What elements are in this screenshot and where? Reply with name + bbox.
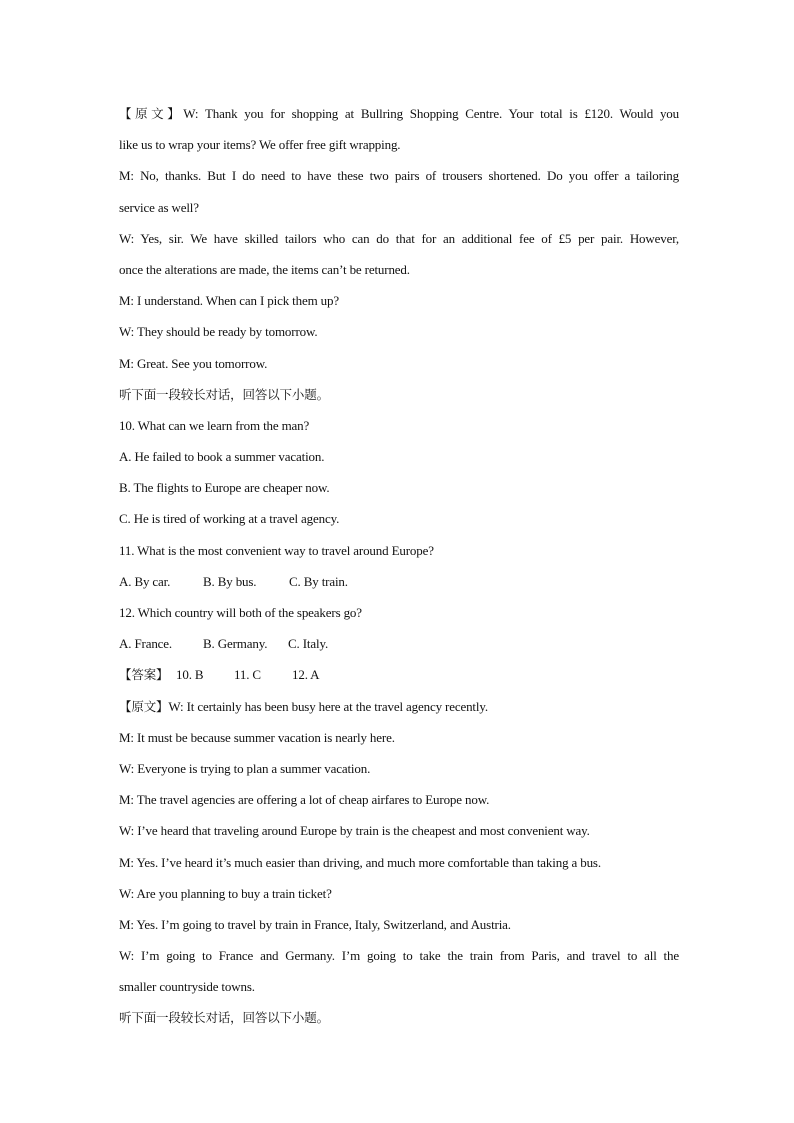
section-instruction: 听下面一段较长对话，回答以下小题。 xyxy=(119,1010,329,1026)
transcript-line: once the alterations are made, the items can’t be returned. xyxy=(119,261,410,277)
section-instruction: 听下面一段较长对话，回答以下小题。 xyxy=(119,386,329,402)
question-stem: 12. Which country will both of the speakers go? xyxy=(119,605,362,620)
transcript-line: W: Are you planning to buy a train ticket? xyxy=(119,885,332,901)
transcript-line: W: I’ve heard that traveling around Europe by train is the cheapest and most convenient way. xyxy=(119,823,590,839)
transcript-line: W: I’m going to France and Germany. I’m going to take the train from Paris, and travel to all the xyxy=(119,948,679,964)
question-option: A. By car. xyxy=(119,573,171,589)
question-options-row xyxy=(119,628,679,659)
transcript-line: M: Yes. I’ve heard it’s much easier than driving, and much more comfortable than taking a bus. xyxy=(119,854,601,870)
transcript-label: 【原文】 xyxy=(119,698,169,714)
transcript-label: 【原文】 xyxy=(119,106,184,121)
question-options-row xyxy=(119,566,679,597)
transcript-line: W: Everyone is trying to plan a summer vacation. xyxy=(119,760,371,776)
transcript-line: M: I understand. When can I pick them up? xyxy=(119,293,339,309)
question-stem: 10. What can we learn from the man? xyxy=(119,417,310,433)
question-option: A. He failed to book a summer vacation. xyxy=(119,449,325,465)
transcript-line: like us to wrap your items? We offer free gift wrapping. xyxy=(119,137,401,153)
transcript-line: M: No, thanks. But I do need to have these two pairs of trousers shortened. Do you offer a tailoring xyxy=(119,168,679,184)
document-body xyxy=(119,98,679,1034)
answer-label: 【答案】 xyxy=(119,667,169,683)
transcript-line: 【原文】W: It certainly has been busy here at the travel agency recently. xyxy=(119,698,488,714)
transcript-line: M: Great. See you tomorrow. xyxy=(119,355,268,371)
transcript-line: M: The travel agencies are offering a lot of cheap airfares to Europe now. xyxy=(119,792,490,808)
transcript-line: M: It must be because summer vacation is nearly here. xyxy=(119,729,395,745)
transcript-line: 【原文】W: Thank you for shopping at Bullring Shopping Centre. Your total is £120. Would you xyxy=(119,106,679,121)
answer-row xyxy=(119,659,679,690)
transcript-line: smaller countryside towns. xyxy=(119,979,255,995)
transcript-line: W: They should be ready by tomorrow. xyxy=(119,324,318,340)
transcript-line: M: Yes. I’m going to travel by train in France, Italy, Switzerland, and Austria. xyxy=(119,916,511,932)
transcript-line: W: Yes, sir. We have skilled tailors who can do that for an additional fee of £5 per pair. However, xyxy=(119,230,679,246)
answer-value: 11. C xyxy=(234,667,261,683)
question-option: A. France. xyxy=(119,636,173,652)
answer-value: 10. B xyxy=(176,667,204,683)
answer-value: 12. A xyxy=(292,667,320,683)
question-option: B. The flights to Europe are cheaper now. xyxy=(119,480,330,496)
question-option: C. By train. xyxy=(289,573,348,589)
question-option: B. Germany. xyxy=(203,636,268,652)
question-option: B. By bus. xyxy=(203,573,257,589)
transcript-line: service as well? xyxy=(119,199,199,215)
question-option: C. He is tired of working at a travel agency. xyxy=(119,511,340,527)
question-option: C. Italy. xyxy=(288,636,329,652)
question-stem: 11. What is the most convenient way to travel around Europe? xyxy=(119,542,434,558)
